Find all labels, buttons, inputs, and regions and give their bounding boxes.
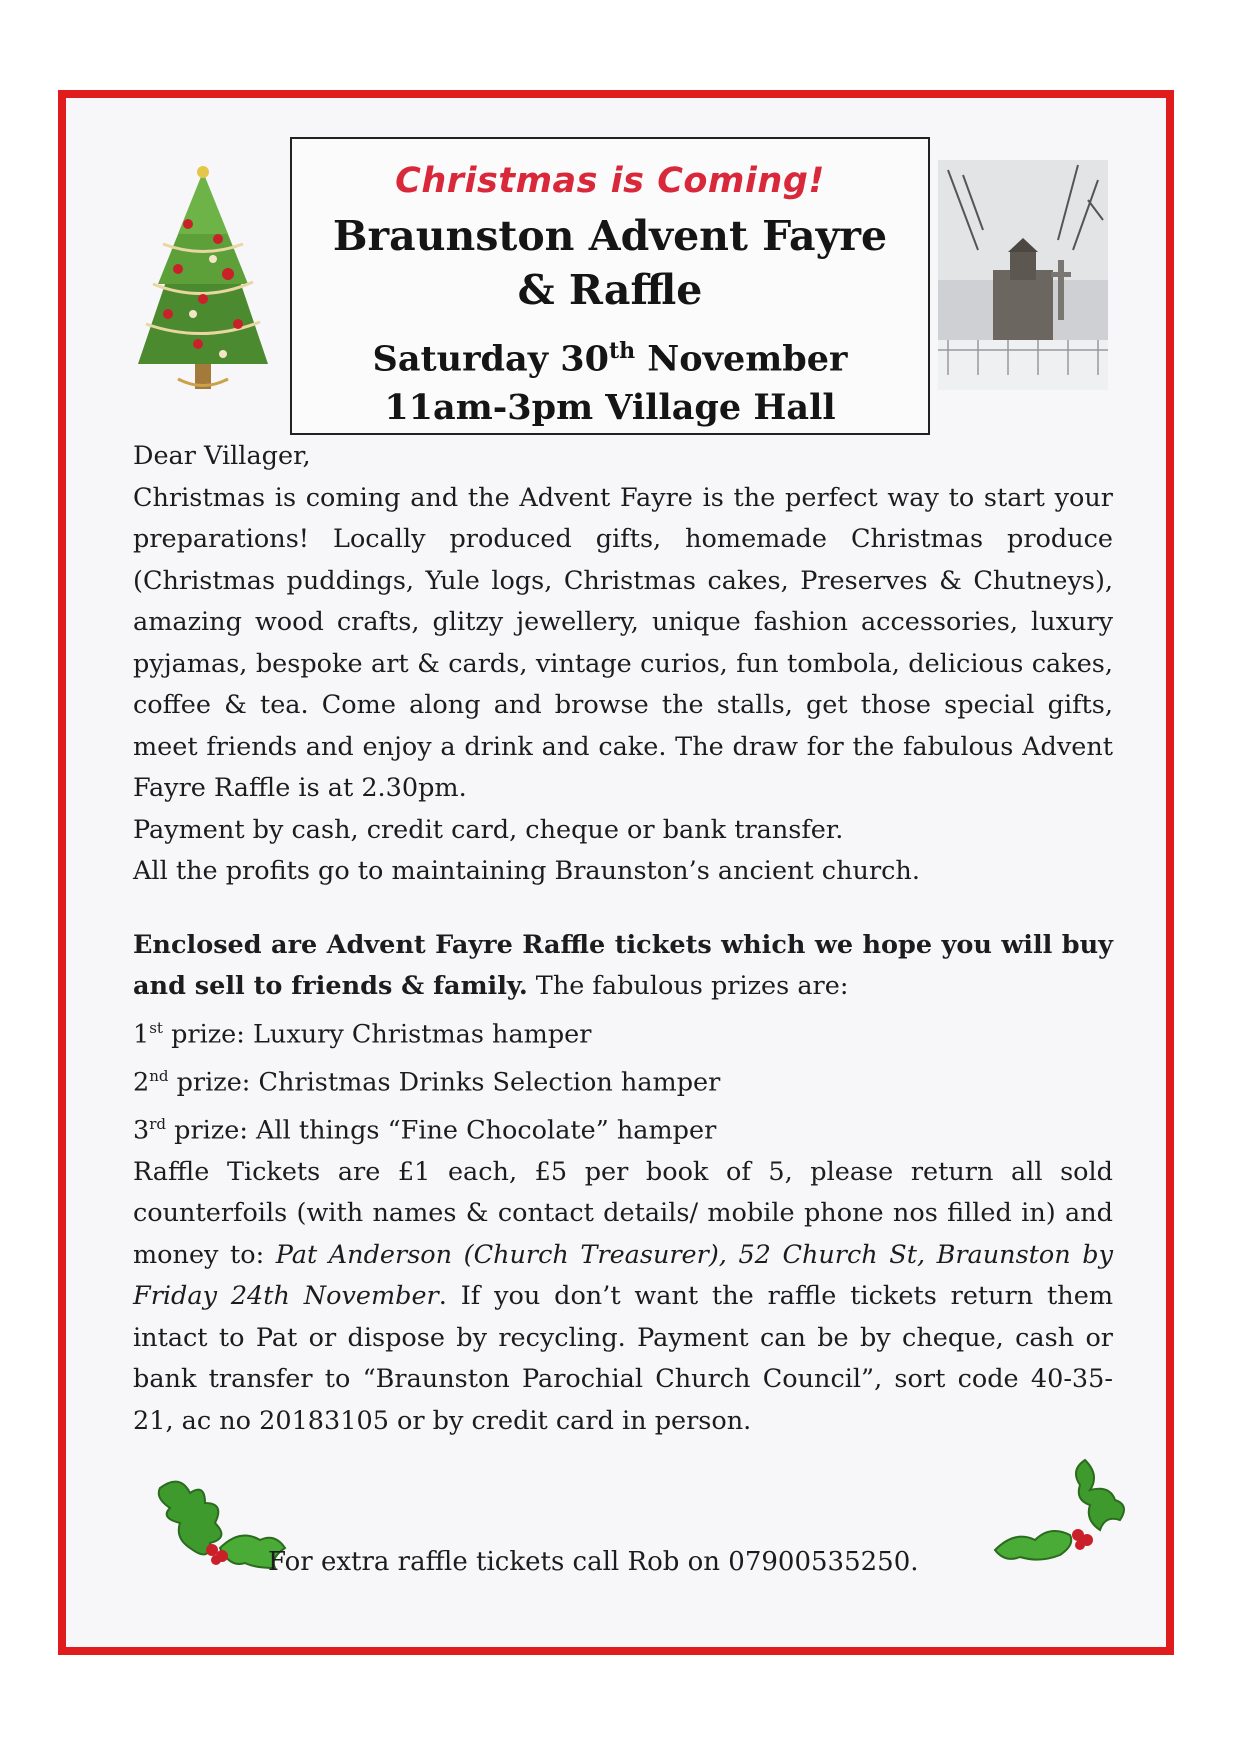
payment-line: Payment by cash, credit card, cheque or bank transfer. — [133, 814, 844, 845]
event-title-line2: & Raffle — [517, 266, 703, 314]
event-title-line1: Braunston Advent Fayre — [332, 212, 888, 260]
greeting: Dear Villager, — [133, 441, 311, 471]
prize-item: 1st prize: Luxury Christmas hamper — [133, 1018, 592, 1049]
event-date — [292, 327, 928, 432]
prize-item: 2nd prize: Christmas Drinks Selection hamper — [133, 1066, 721, 1097]
profits-line: All the profits go to maintaining Braunston’s ancient church. — [133, 856, 920, 886]
enclosed-text: Enclosed are Advent Fayre Raffle tickets which we hope you will buy and sell to friends & family. — [133, 929, 1113, 1001]
return-address: Pat Anderson (Church Treasurer), 52 Church St, Braunston by Friday 24th November — [133, 1239, 1113, 1311]
ticket-details: Raffle Tickets are £1 each, £5 per book of 5, please return all sold counterfoils (with names & contact details/ mobile phone nos filled in) and money to: Pat Anderson (Church Treasurer), 52 Church St, Braunston by Friday 24th November. If you don’t want the raffle tickets return them intact to Pat or dispose by recycling. Payment can be by cheque, cash or bank transfer to “Braunston Parochial Church Council”, sort code 40-35-21, ac no 20183105 or by credit card in person. — [133, 1156, 1113, 1436]
date-month: November — [635, 338, 848, 380]
raffle-intro — [133, 925, 1113, 1008]
tagline: Christmas is Coming! — [395, 161, 825, 201]
prizes-intro: The fabulous prizes are: — [527, 971, 849, 1001]
letter-body — [133, 436, 1113, 1442]
intro-paragraph: Christmas is coming and the Advent Fayre is the perfect way to start your preparations! Locally produced gifts, homemade Christmas produce (Christmas puddings, Yule logs, Christmas cakes, Preserves & Chutneys), amazing wood crafts, glitzy jewellery, unique fashion accessories, luxury pyjamas, bespoke art & cards, vintage curios, fun tombola, delicious cakes, coffee & tea. Come along and browse the stalls, get those special gifts, meet friends and enjoy a drink and cake. The draw for the fabulous Advent Fayre Raffle is at 2.30pm. — [133, 482, 1113, 803]
extra-tickets-line: For extra raffle tickets call Rob on 07900535250. — [268, 1547, 919, 1577]
church-photo — [938, 160, 1108, 390]
prize-item: 3rd prize: All things “Fine Chocolate” hamper — [133, 1114, 717, 1145]
event-title — [292, 209, 928, 317]
time-venue: 11am-3pm Village Hall — [384, 386, 836, 428]
date-suffix: th — [608, 338, 636, 364]
title-box — [290, 137, 930, 435]
holly-icon — [990, 1455, 1140, 1565]
date-day: Saturday 30 — [372, 338, 609, 380]
christmas-tree-icon — [118, 164, 288, 399]
